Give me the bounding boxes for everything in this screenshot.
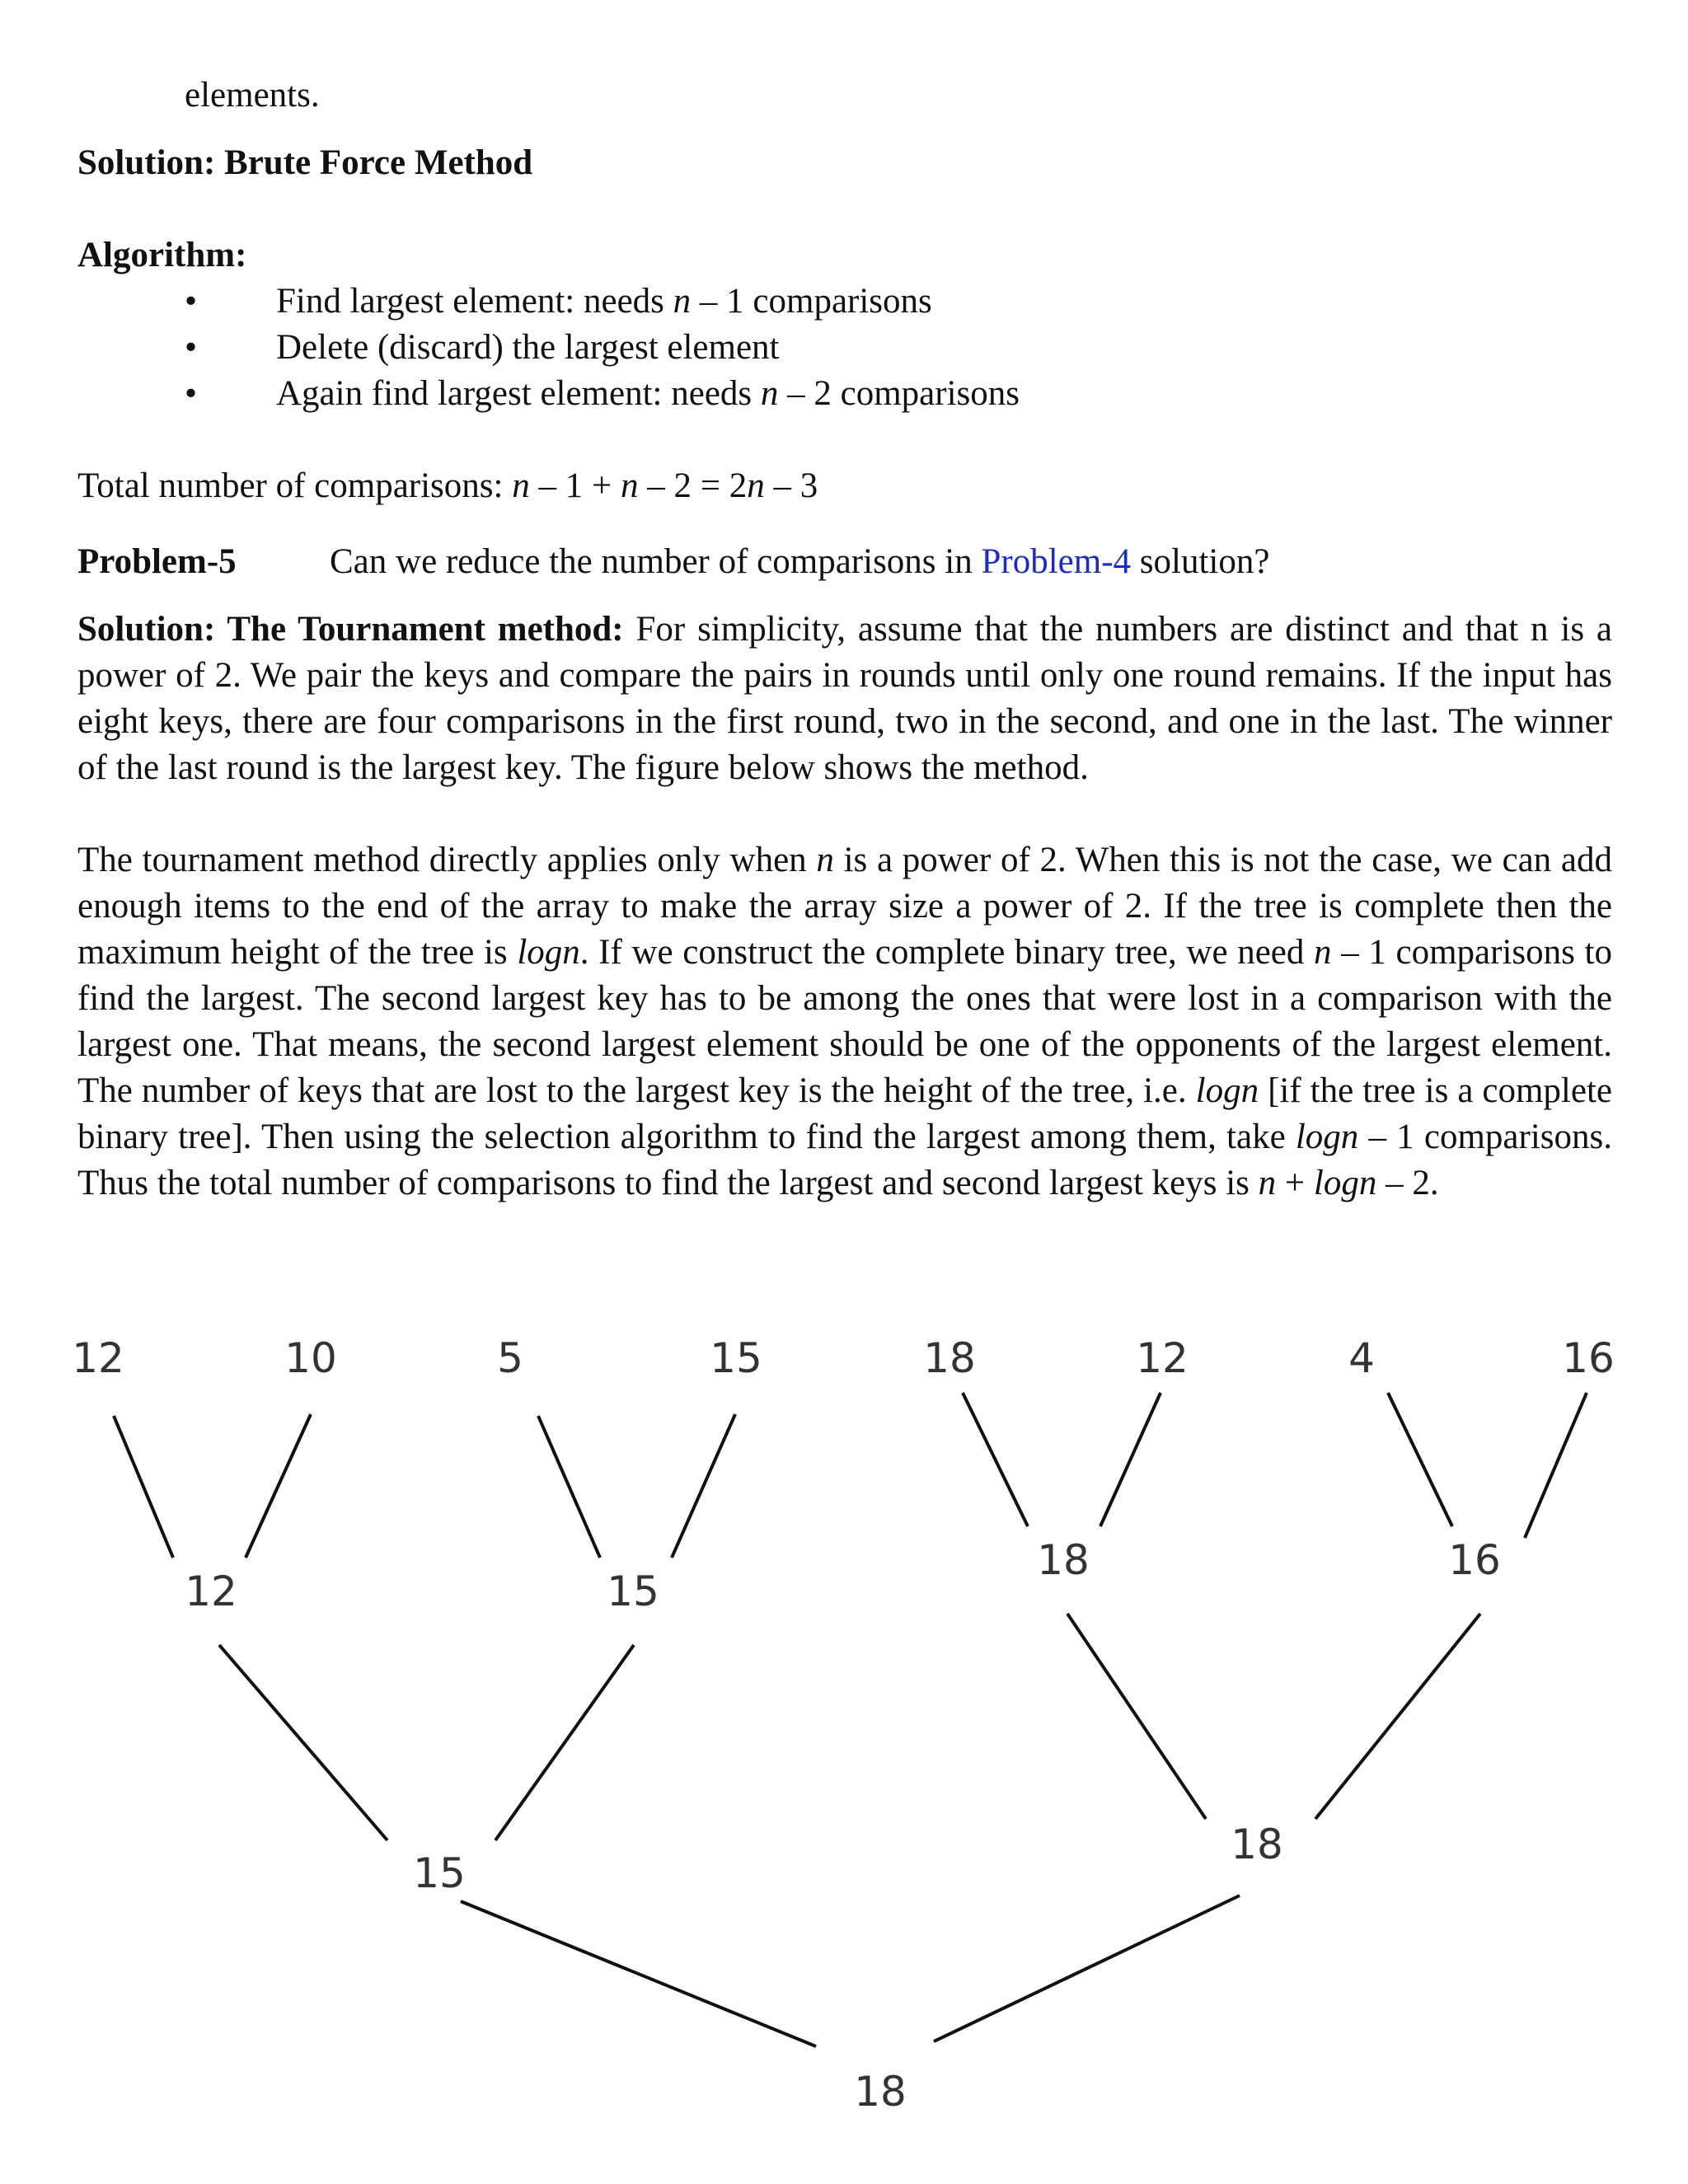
- tournament-tree-figure: [0, 1310, 1688, 2184]
- leaf-node: 10: [284, 1334, 337, 1382]
- round1-node: 15: [607, 1568, 659, 1615]
- tree-edge: [934, 1896, 1240, 2041]
- explanation-paragraph: The tournament method directly applies only when n is a power of 2. When this is not the case, we can add enough items to the end of the array to make the array size a power of 2. If the tree is complete then the maximum height of the tree is logn. If we construct the complete binary tree, we need n – 1 comparisons to find the largest. The second largest key has to be among the ones that were lost in a comparison with the largest one. That means, the second largest element should be one of the opponents of the largest element. The number of keys that are lost to the largest key is the height of the tree, i.e. logn [if the tree is a complete binary tree]. Then using the selection algorithm to find the largest among them, take logn – 1 comparisons. Thus the total number of comparisons to find the largest and second largest keys is n + logn – 2.: [77, 841, 1612, 1202]
- round2-node: 15: [413, 1849, 466, 1897]
- continuation-text: elements.: [185, 76, 320, 115]
- tree-edge: [246, 1414, 311, 1558]
- tree-edge: [219, 1645, 387, 1840]
- problem-5: Problem-5 Can we reduce the number of comparisons in Problem-4 solution?: [77, 539, 1612, 585]
- leaf-node: 12: [1136, 1334, 1189, 1382]
- tournament-tree-svg: [0, 1310, 1688, 2184]
- winner-node: 18: [854, 2068, 907, 2116]
- problem-label: Problem-5: [77, 542, 237, 581]
- leaf-node: 15: [710, 1334, 762, 1382]
- round1-node: 18: [1037, 1536, 1090, 1584]
- tournament-paragraph: Solution: The Tournament method: For simplicity, assume that the numbers are distinct and that n is a power of 2. We pair the keys and compare the pairs in rounds until only one round remains. If the input has eight keys, there are four comparisons in the first round, two in the second, and one in the last. The winner of the last round is the largest key. The figure below shows the method.: [77, 610, 1613, 787]
- bullet-icon: •: [185, 282, 198, 321]
- round1-node: 16: [1448, 1536, 1501, 1584]
- algorithm-list: [77, 279, 1612, 417]
- tree-edge: [1100, 1393, 1160, 1526]
- tree-edge: [114, 1416, 173, 1558]
- leaf-node: 12: [72, 1334, 124, 1382]
- tournament-heading: Solution: The Tournament method:: [77, 610, 624, 649]
- round2-node: 18: [1231, 1821, 1283, 1868]
- algorithm-heading: Algorithm:: [77, 236, 247, 274]
- tree-edge: [672, 1414, 735, 1558]
- bullet-icon: •: [185, 374, 198, 413]
- leaf-node: 16: [1562, 1334, 1615, 1382]
- tree-edge: [538, 1416, 600, 1558]
- tree-edge: [1067, 1614, 1206, 1819]
- tree-edge: [495, 1645, 634, 1840]
- leaf-node: 5: [497, 1334, 523, 1382]
- tree-edge: [461, 1901, 816, 2046]
- leaf-node: 4: [1348, 1334, 1375, 1382]
- algorithm-step: • Find largest element: needs n – 1 comparisons: [77, 279, 1612, 325]
- total-comparisons: Total number of comparisons: n – 1 + n – 2 = 2n – 3: [77, 466, 818, 505]
- algorithm-step: • Again find largest element: needs n – 2 comparisons: [77, 371, 1612, 417]
- tree-edge: [1388, 1393, 1452, 1526]
- round1-node: 12: [185, 1568, 237, 1615]
- algorithm-step: • Delete (discard) the largest element: [77, 325, 1612, 371]
- brute-force-heading: Solution: Brute Force Method: [77, 143, 533, 182]
- tree-edge: [963, 1393, 1028, 1526]
- page-content: [77, 73, 1612, 1207]
- bullet-icon: •: [185, 328, 198, 367]
- tree-edge: [1315, 1614, 1480, 1819]
- problem-4-link[interactable]: Problem-4: [981, 542, 1132, 581]
- tree-edge: [1525, 1393, 1587, 1538]
- leaf-node: 18: [923, 1334, 976, 1382]
